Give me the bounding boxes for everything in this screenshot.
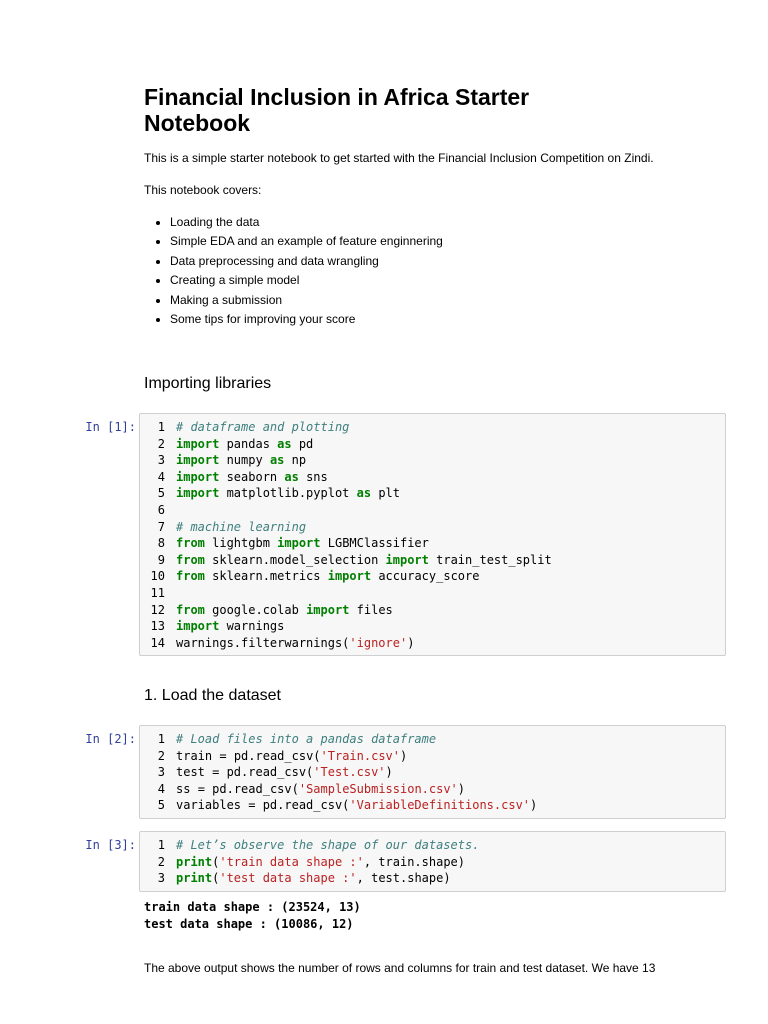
code-line[interactable] [140, 781, 725, 798]
section-heading-importing: Importing libraries [144, 375, 272, 392]
code-keyword: print [176, 871, 213, 886]
line-number: 5 [157, 486, 165, 501]
code-token: ss [176, 781, 198, 796]
code-token: ) [385, 765, 393, 780]
code-text[interactable] [176, 781, 725, 798]
notebook-title [144, 84, 734, 136]
code-text[interactable] [176, 618, 725, 635]
code-text[interactable] [176, 731, 725, 748]
code-line[interactable] [140, 568, 725, 585]
code-token: pd.read_csv( [226, 748, 321, 763]
code-text[interactable] [176, 635, 725, 652]
code-cell-2[interactable] [139, 725, 726, 819]
code-token: warnings [219, 619, 285, 634]
line-number: 2 [157, 436, 165, 451]
line-number: 7 [157, 519, 165, 534]
code-token: lightgbm [204, 536, 278, 551]
line-number: 1 [157, 420, 165, 434]
code-keyword: as [269, 453, 285, 468]
code-token: = [219, 748, 227, 763]
line-number: 1 [157, 838, 165, 852]
footer-text: The above output shows the number of rows and columns for train and test dataset. We have 13 [144, 961, 656, 975]
code-token: test [176, 765, 213, 780]
line-number: 10 [150, 569, 165, 584]
code-token: = [197, 781, 205, 796]
line-number: 9 [157, 552, 165, 567]
code-keyword: from [176, 552, 205, 567]
code-token: google.colab [204, 602, 307, 617]
code-editor-1[interactable] [140, 414, 725, 656]
title-line-1: Financial Inclusion in Africa Starter [144, 84, 530, 110]
code-token: = [212, 765, 220, 780]
code-line[interactable] [140, 552, 725, 569]
code-keyword: import [327, 569, 372, 584]
intro-description: This is a simple starter notebook to get started with the Financial Inclusion Competition on Zindi. [144, 151, 654, 165]
code-keyword: import [176, 486, 220, 501]
code-token: pd [291, 436, 314, 451]
code-text[interactable] [176, 452, 725, 469]
line-number: 14 [150, 635, 165, 650]
code-line[interactable] [140, 519, 725, 536]
code-token: warnings.filterwarnings( [176, 635, 350, 650]
code-line[interactable] [140, 535, 725, 552]
bullet-item: • Making a submission [170, 291, 734, 310]
code-line[interactable] [140, 797, 725, 814]
code-keyword: import [176, 469, 220, 484]
code-token: ) [407, 635, 415, 650]
line-number: 2 [157, 748, 165, 763]
code-keyword: as [277, 436, 292, 451]
covers-label: This notebook covers: [144, 183, 262, 197]
line-number: 13 [150, 619, 165, 634]
cell-prompt-1: In [1]: [85, 420, 136, 434]
code-token: sns [298, 469, 328, 484]
code-cell-1[interactable] [139, 413, 726, 656]
code-keyword: import [176, 619, 220, 634]
code-line[interactable] [140, 419, 725, 436]
code-keyword: from [176, 602, 205, 617]
covers-label-block [144, 182, 734, 198]
code-token: files [349, 602, 393, 617]
cell-prompt-2: In [2]: [85, 732, 136, 746]
code-line[interactable] [140, 870, 725, 887]
code-line[interactable] [140, 436, 725, 453]
code-text[interactable] [176, 469, 725, 486]
code-text[interactable] [176, 502, 725, 519]
code-token: pd.read_csv( [219, 765, 314, 780]
bullet-item: • Some tips for improving your score [170, 310, 734, 329]
code-token: train_test_split [428, 552, 552, 567]
covers-bullet-list [144, 213, 734, 329]
code-string: 'ignore' [349, 635, 408, 650]
line-number: 8 [157, 536, 165, 551]
bullet-item: • Loading the data [170, 213, 734, 232]
line-number: 4 [157, 781, 165, 796]
code-token: pd.read_csv( [204, 781, 299, 796]
code-line[interactable] [140, 748, 725, 765]
code-text[interactable] [176, 552, 725, 569]
bullet-item: • Simple EDA and an example of feature enginnering [170, 232, 734, 251]
code-keyword: from [176, 536, 205, 551]
code-string: 'test data shape :' [219, 871, 357, 886]
code-text[interactable] [176, 585, 725, 602]
code-token: ) [457, 781, 466, 796]
footer-markdown-block [144, 960, 744, 976]
code-token: seaborn [219, 469, 285, 484]
bullet-item: • Data preprocessing and data wrangling [170, 252, 734, 271]
code-token: ) [530, 798, 538, 813]
code-token: numpy [219, 453, 270, 468]
code-token: variables [176, 798, 249, 813]
code-token: plt [371, 486, 400, 501]
code-text[interactable] [176, 535, 725, 552]
code-line[interactable] [140, 485, 725, 502]
code-line[interactable] [140, 635, 725, 652]
code-token: sklearn.model_selection [204, 552, 386, 567]
code-text[interactable] [176, 436, 725, 453]
code-token: pandas [219, 436, 278, 451]
code-keyword: as [284, 469, 299, 484]
code-string: 'Test.csv' [313, 765, 386, 780]
line-number: 11 [150, 585, 165, 600]
code-line[interactable] [140, 618, 725, 635]
code-comment: # machine learning [176, 519, 307, 534]
code-token: ) [400, 748, 408, 763]
line-number: 12 [150, 602, 165, 617]
code-line[interactable] [140, 502, 725, 519]
line-number: 3 [157, 765, 165, 780]
importing-heading-block [144, 374, 734, 394]
intro-description-block [144, 150, 734, 166]
code-line[interactable] [140, 731, 725, 748]
code-line[interactable] [140, 452, 725, 469]
line-number: 3 [157, 871, 165, 886]
code-string: 'VariableDefinitions.csv' [349, 798, 531, 813]
code-text[interactable] [176, 568, 725, 585]
code-token: matplotlib.pyplot [219, 486, 357, 501]
cell-output-3 [144, 899, 361, 932]
code-text[interactable] [176, 797, 725, 814]
section-heading-load: 1. Load the dataset [144, 687, 281, 704]
code-cell-3[interactable] [139, 831, 726, 892]
code-token: sklearn.metrics [204, 569, 328, 584]
code-comment: # Load files into a pandas dataframe [176, 732, 437, 746]
code-line[interactable] [140, 469, 725, 486]
bullet-list-block [144, 213, 734, 329]
code-token: , train.shape) [363, 854, 466, 869]
output-line: train data shape : (23524, 13) [144, 900, 361, 914]
line-number: 1 [157, 732, 165, 746]
title-line-2: Notebook [144, 110, 251, 136]
code-text[interactable] [176, 419, 725, 436]
intro-markdown-cell [144, 84, 734, 136]
code-token: accuracy_score [371, 569, 480, 584]
code-line[interactable] [140, 837, 725, 854]
code-keyword: import [385, 552, 429, 567]
code-string: 'train data shape :' [219, 854, 364, 869]
line-number: 5 [157, 798, 165, 813]
code-line[interactable] [140, 764, 725, 781]
line-number: 6 [157, 502, 165, 517]
code-token: train [176, 748, 220, 763]
code-string: 'Train.csv' [320, 748, 400, 763]
code-token: ( [212, 871, 220, 886]
code-keyword: print [176, 854, 213, 869]
code-keyword: import [176, 436, 220, 451]
code-editor-3[interactable] [140, 832, 725, 892]
line-number: 4 [157, 469, 165, 484]
code-token: ( [212, 854, 220, 869]
code-line[interactable] [140, 854, 725, 871]
code-comment: # Let’s observe the shape of our datasets. [176, 838, 480, 852]
code-text[interactable] [176, 602, 725, 619]
code-text[interactable] [176, 748, 725, 765]
output-line: test data shape : (10086, 12) [144, 916, 354, 931]
code-text[interactable] [176, 764, 725, 781]
code-text[interactable] [176, 870, 725, 887]
code-string: 'SampleSubmission.csv' [298, 781, 458, 796]
line-number: 2 [157, 854, 165, 869]
code-token: LGBMClassifier [320, 536, 429, 551]
code-keyword: as [356, 486, 372, 501]
code-editor-2[interactable] [140, 726, 725, 819]
code-text[interactable] [176, 837, 725, 854]
cell-prompt-3: In [3]: [85, 838, 136, 852]
code-token: , test.shape) [356, 871, 451, 886]
code-keyword: import [277, 536, 321, 551]
code-comment: # dataframe and plotting [176, 420, 350, 434]
code-keyword: import [306, 602, 350, 617]
code-text[interactable] [176, 485, 725, 502]
code-token: = [248, 798, 256, 813]
code-token: pd.read_csv( [255, 798, 350, 813]
code-line[interactable] [140, 602, 725, 619]
code-text[interactable] [176, 854, 725, 871]
code-keyword: import [176, 453, 220, 468]
code-keyword: from [176, 569, 205, 584]
code-token: np [284, 453, 307, 468]
bullet-item: • Creating a simple model [170, 271, 734, 290]
code-line[interactable] [140, 585, 725, 602]
line-number: 3 [157, 453, 165, 468]
code-text[interactable] [176, 519, 725, 536]
load-heading-block [144, 686, 734, 706]
